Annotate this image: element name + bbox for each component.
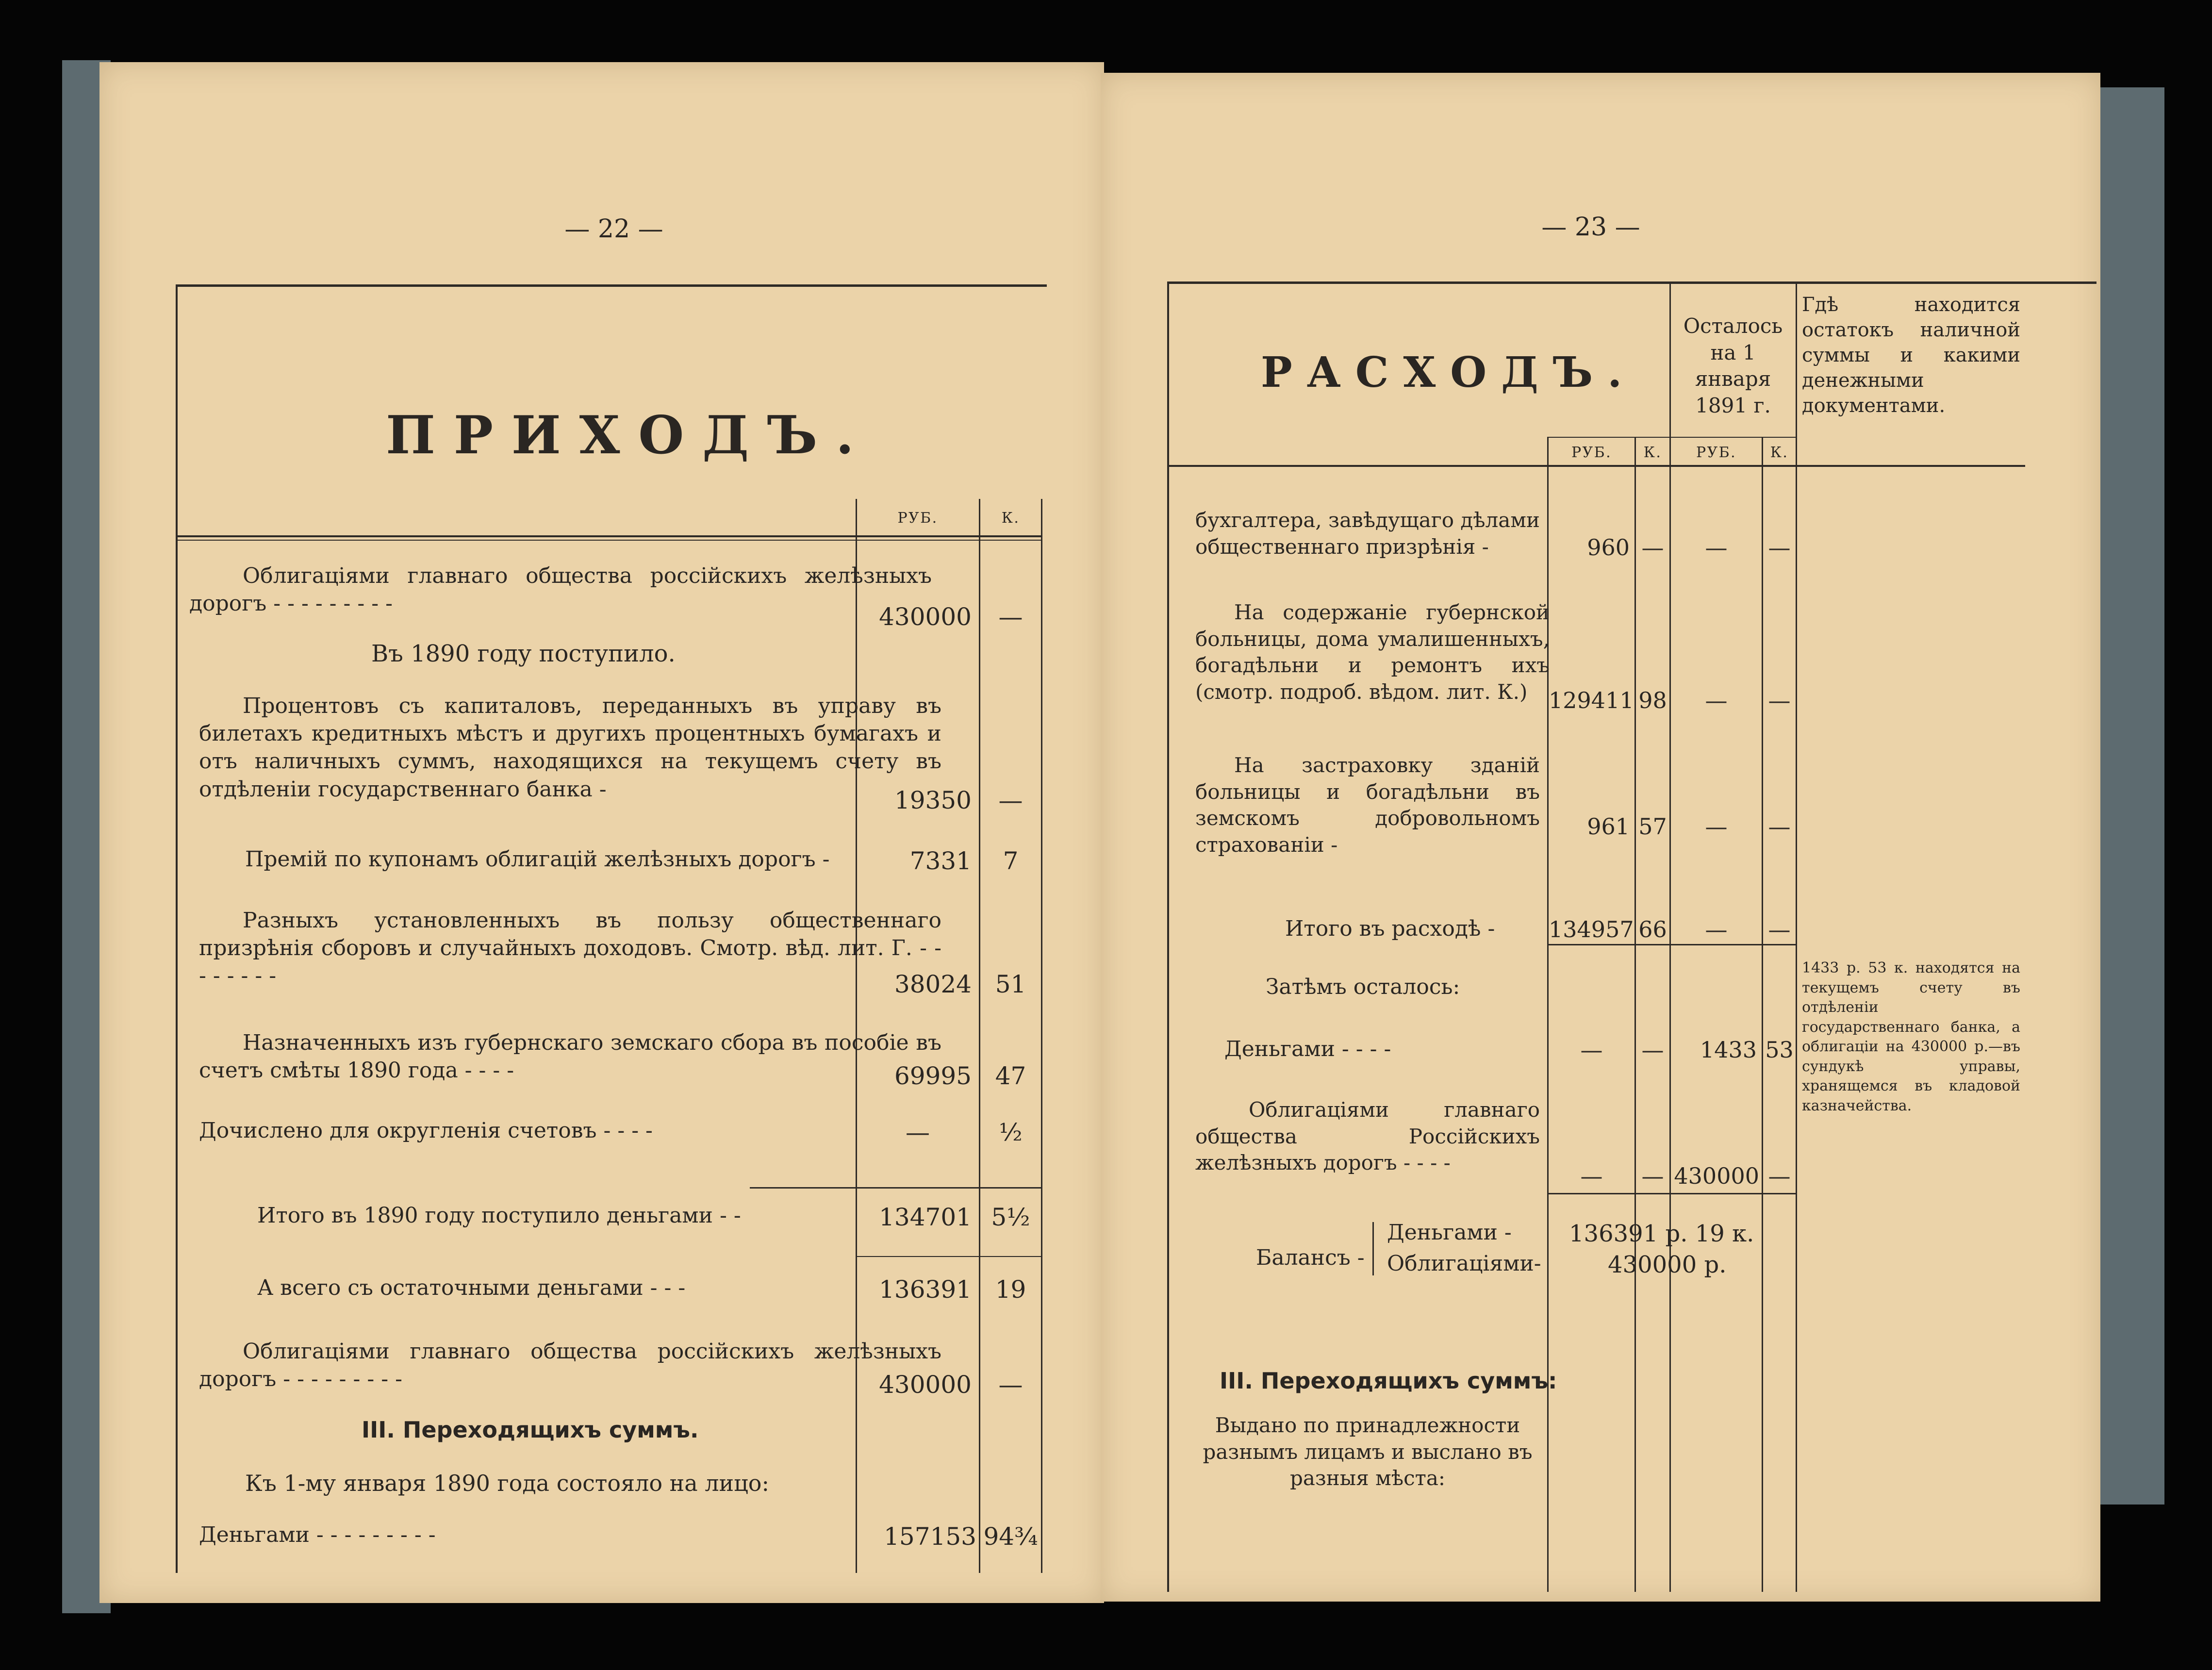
table-row-rub2: — <box>1705 687 1728 713</box>
table-row-label: Процентовъ съ капиталовъ, переданныхъ въ управу въ билетахъ кредитныхъ мѣстъ и другихъ процентныхъ бумагахъ и отъ наличныхъ суммъ, находящихся на текущемъ счету въ отдѣленіи государственнаго банка - <box>199 694 941 802</box>
table-row-rub: 430000 <box>879 1371 972 1399</box>
table-row-rub2: — <box>1705 534 1728 561</box>
page-number: — 23 — <box>1541 213 1640 242</box>
column-rule-kop2 <box>1762 437 1763 1592</box>
table-row-label: Облигаціями главнаго общества Россійскихъ желѣзныхъ дорогъ - - - - <box>1195 1098 1540 1175</box>
table-row-kop2: — <box>1768 687 1791 713</box>
table-row-kop: — <box>1641 534 1664 561</box>
table-row-rub: 7331 <box>909 847 972 875</box>
table-row-rub2: 1433 <box>1700 1037 1757 1063</box>
header-subrule <box>1547 437 1797 438</box>
table-row-rub: — <box>906 1118 930 1146</box>
table-row-label: Деньгами - - - - <box>1224 1037 1391 1061</box>
balance-brace <box>1372 1222 1374 1275</box>
balance-rule <box>1547 1193 1797 1194</box>
table-row-label: Дочислено для округленія счетовъ - - - - <box>199 1118 653 1143</box>
table-row-kop: — <box>1641 1163 1664 1189</box>
column-rule-where <box>1796 281 1797 1592</box>
table-row-label: Итого въ расходѣ - <box>1285 916 1495 941</box>
table-row-rub: 129411 <box>1549 687 1634 713</box>
remainder-note: 1433 р. 53 к. находятся на текущемъ счету въ отдѣленіи государственнаго банка, а облигаціи на 430000 р.—въ сундукѣ управы, хранящемся въ кладовой казначейства. <box>1802 959 2020 1114</box>
table-row-rub2: — <box>1705 813 1728 840</box>
table-row-kop2: — <box>1768 1163 1791 1189</box>
table-row-kop: 98 <box>1638 687 1667 713</box>
table-row-kop: 47 <box>995 1062 1026 1090</box>
table-row-rub: 69995 <box>894 1062 972 1090</box>
table-row-kop: 66 <box>1638 916 1667 942</box>
table-row-rub: 430000 <box>879 603 972 631</box>
table-row-label: бухгалтера, завѣдущаго дѣлами общественнаго призрѣнія - <box>1195 508 1540 559</box>
table-row-rub: 38024 <box>894 970 972 998</box>
balance-line2-value: 430000 р. <box>1608 1251 1727 1278</box>
table-row-kop: 57 <box>1638 813 1667 840</box>
page-number: — 22 — <box>564 215 663 244</box>
table-row-label: Премій по купонамъ облигацій желѣзныхъ дорогъ - <box>245 847 830 872</box>
header-rule-double <box>176 540 1042 541</box>
table-row-kop: 51 <box>995 970 1026 998</box>
table-row-rub: — <box>1580 1037 1603 1063</box>
table-row-rub2: 430000 <box>1674 1163 1759 1189</box>
table-row-rub: 157153 <box>884 1522 976 1551</box>
table-row-kop: — <box>998 603 1023 631</box>
table-row-rub2: — <box>1705 916 1728 942</box>
table-row-rub: 136391 <box>879 1275 972 1304</box>
table-row-label: Облигаціями главнаго общества россійскихъ желѣзныхъ дорогъ - - - - - - - - - <box>189 563 932 616</box>
table-row-kop2: — <box>1768 916 1791 942</box>
column-header-rub2: РУБ. <box>1696 444 1737 461</box>
balance-line1-value: 136391 р. 19 к. <box>1569 1220 1754 1247</box>
table-row-kop: — <box>998 1371 1023 1399</box>
balance-line1-label: Деньгами - <box>1387 1220 1512 1245</box>
balance-label: Балансъ - <box>1256 1245 1365 1270</box>
table-row-label: Деньгами - - - - - - - - - <box>199 1522 436 1547</box>
table-row-label: Къ 1-му января 1890 года состояло на лицо: <box>245 1470 769 1496</box>
column-header-remaining: Осталось на 1 января 1891 г. <box>1683 314 1783 417</box>
table-row-kop: 94¾ <box>983 1522 1038 1551</box>
column-header-kop: К. <box>1001 510 1020 527</box>
header-rule <box>176 535 1042 537</box>
header-rule <box>1167 465 1798 467</box>
table-row-rub: 961 <box>1587 813 1630 840</box>
table-row-kop2: — <box>1768 534 1791 561</box>
table-row-label: Назначенныхъ изъ губернскаго земскаго сбора въ пособіе въ счетъ смѣты 1890 года - - - - <box>199 1030 941 1083</box>
table-top-rule <box>176 284 1047 287</box>
column-header-rub: РУБ. <box>897 510 938 527</box>
table-row-rub: 134701 <box>879 1203 972 1231</box>
table-left-rule <box>1167 281 1169 1592</box>
page-title: ПРИХОДЪ. <box>386 405 873 466</box>
table-row-label: А всего съ остаточными деньгами - - - <box>257 1275 686 1300</box>
table-row-kop: 19 <box>995 1275 1026 1304</box>
column-rule-kop <box>1634 437 1636 1592</box>
table-row-label: Выдано по принадлежности разнымъ лицамъ и выслано въ разныя мѣста: <box>1203 1413 1533 1490</box>
column-header-kop2: К. <box>1770 444 1789 461</box>
table-row-kop2: — <box>1768 813 1791 840</box>
header-rule-where <box>1797 465 2025 467</box>
left-page <box>99 62 1104 1603</box>
table-row-rub: — <box>1580 1163 1603 1189</box>
column-header-where: Гдѣ находится остатокъ наличной суммы и какими денежными документами. <box>1802 294 2020 417</box>
table-row-label: Облигаціями главнаго общества россійскихъ желѣзныхъ дорогъ - - - - - - - - - <box>199 1339 941 1392</box>
right-page <box>1101 73 2100 1602</box>
section-heading: III. Переходящихъ суммъ: <box>1220 1368 1557 1394</box>
table-row-label: На содержаніе губернской больницы, дома умалишенныхъ, богадѣльни и ремонтъ ихъ (смотр. подроб. вѣдом. лит. К.) <box>1195 600 1550 704</box>
table-row-label: На застраховку зданій больницы и богадѣльни въ земскомъ добровольномъ страхованіи - <box>1195 753 1540 857</box>
table-row-kop: 5½ <box>991 1203 1030 1231</box>
table-row-label: Затѣмъ осталось: <box>1266 975 1460 999</box>
table-row-label: Итого въ 1890 году поступило деньгами - - <box>257 1203 741 1228</box>
column-header-kop: К. <box>1643 444 1662 461</box>
column-rule-right <box>1041 499 1042 1573</box>
table-row-rub: 134957 <box>1549 916 1634 942</box>
table-row-rub: 19350 <box>894 786 972 814</box>
table-row-label: Въ 1890 году поступило. <box>371 640 676 667</box>
table-row-label: Разныхъ установленныхъ въ пользу общественнаго призрѣнія сборовъ и случайныхъ доходовъ. Смотр. вѣд. лит. Г. - - - - - - - - <box>199 908 941 989</box>
table-top-rule <box>1167 281 2096 284</box>
page-title: РАСХОДЪ. <box>1261 348 1637 397</box>
table-row-kop: — <box>1641 1037 1664 1063</box>
total-rule <box>750 1187 1041 1189</box>
section-heading: III. Переходящихъ суммъ. <box>362 1417 699 1443</box>
column-rule-kop <box>979 499 980 1573</box>
column-header-rub: РУБ. <box>1571 444 1612 461</box>
table-row-kop: ½ <box>999 1118 1023 1146</box>
table-row-rub: 960 <box>1587 534 1630 561</box>
balance-line2-label: Облигаціями- <box>1387 1251 1541 1276</box>
table-row-kop: — <box>998 786 1023 814</box>
table-row-kop2: 53 <box>1765 1037 1794 1063</box>
sum-rule <box>856 1256 1041 1257</box>
table-left-rule <box>176 284 178 1573</box>
table-row-kop: 7 <box>1003 847 1019 875</box>
sum-rule <box>1547 944 1797 945</box>
